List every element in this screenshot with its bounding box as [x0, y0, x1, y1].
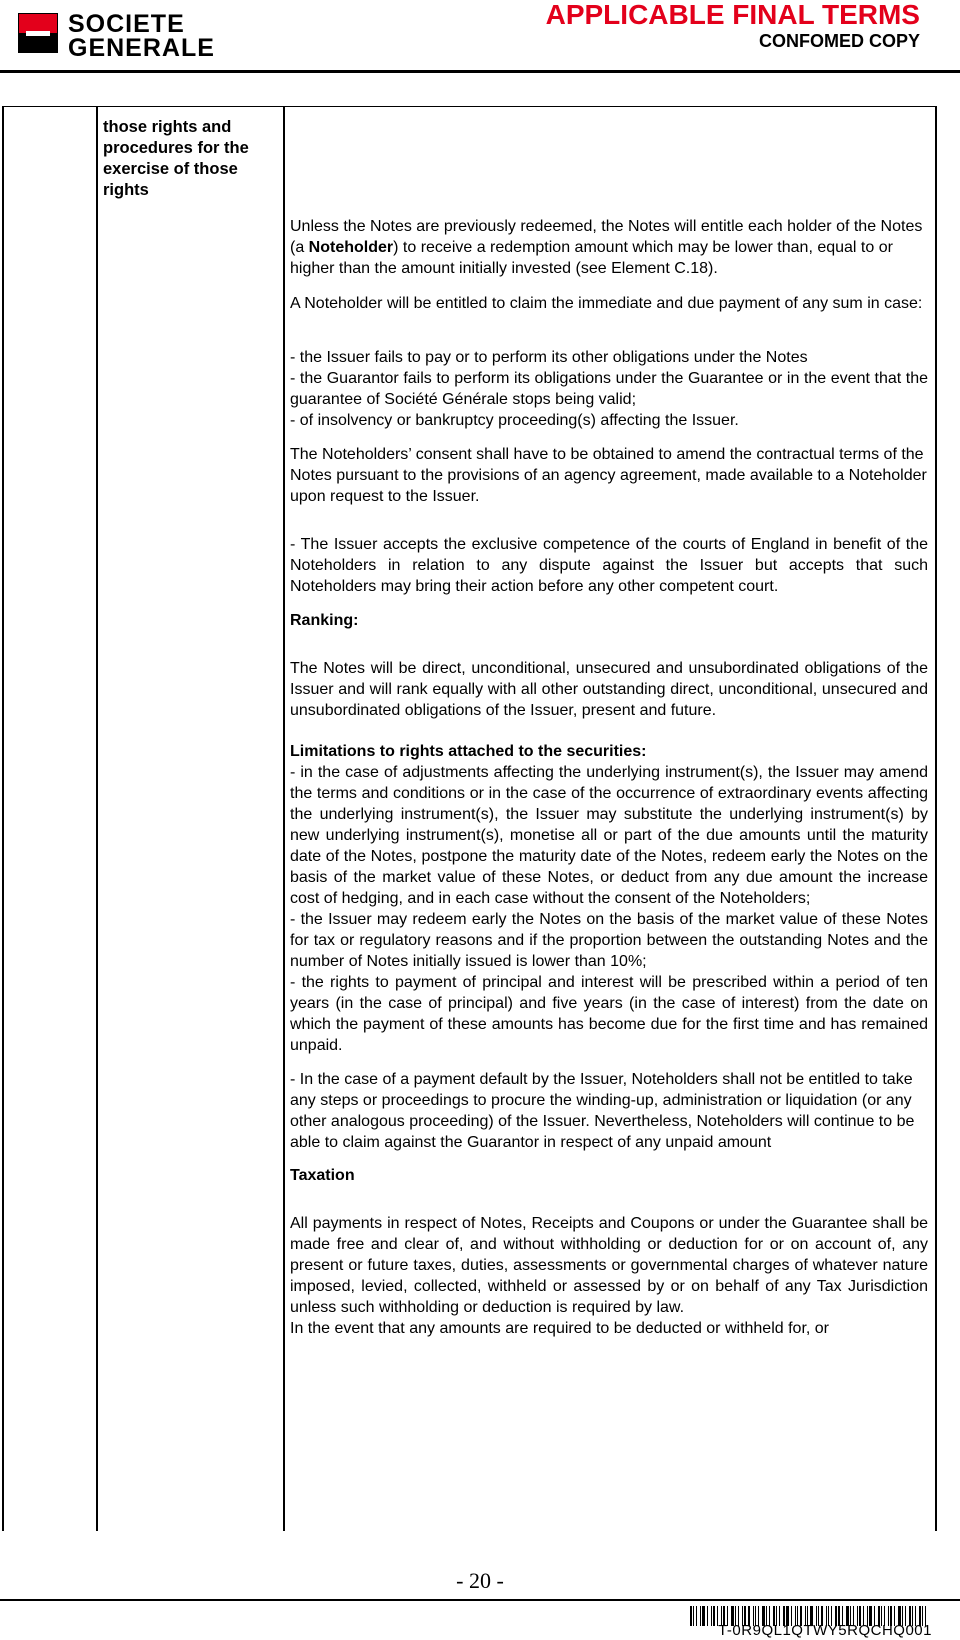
text-span: Unless the Notes are previously redeemed, the Notes will entitle each holder of the Notes (a [290, 218, 923, 256]
societe-generale-logo [18, 12, 243, 60]
document-title: APPLICABLE FINAL TERMS [545, 0, 920, 30]
logo-mark-icon [18, 13, 58, 53]
paragraph-jurisdiction: - The Issuer accepts the exclusive competence of the courts of England in benefit of the Noteholders in relation to any dispute against the Issuer but accepts that such Noteholders may bring their action before any other competent court. [290, 536, 928, 595]
noteholder-term: Noteholder [308, 239, 394, 256]
list-item: - the Issuer fails to pay or to perform its other obligations under the Notes [290, 349, 808, 366]
table-column-divider-1 [96, 106, 98, 1531]
list-item: - the Issuer may redeem early the Notes on the basis of the market value of these Notes for tax or regulatory reasons and if the proportion between the outstanding Notes and the number of Notes initially issued is lower than 10%; [290, 911, 928, 970]
list-item: - in the case of adjustments affecting the underlying instrument(s), the Issuer may amend the terms and conditions or in the case of the occurrence of extraordinary events affecting the underlying instrument(s), the Issuer may substitute the underlying instrument(s) by new underlying instrument(s), monetise all or part of the due amounts until the maturity date of the Notes, postpone the maturity date of the Notes, redeem early the Notes on the basis of the market value of these Notes, or deduct from any due amount the increase cost of hedging, and in each case without the consent of the Noteholders; [290, 764, 928, 907]
paragraph-claim: A Noteholder will be entitled to claim the immediate and due payment of any sum in case: [290, 295, 923, 312]
list-item: - the rights to payment of principal and interest will be prescribed within a period of ten years (in the case of principal) and five years (in the case of interest) from the date on which the payment of these amounts has become due for the first time and has remained unpaid. [290, 974, 928, 1054]
page-number: - 20 - [456, 1568, 504, 1593]
logo-text-line1: SOCIETE [68, 10, 185, 38]
text-span: ) to receive a redemption amount which may be lower than, equal to or higher than the amount initially invested (see Element C.18). [290, 239, 893, 277]
table-column-divider-2 [283, 106, 285, 1531]
heading-limitations: Limitations to rights attached to the securities: [290, 743, 647, 760]
paragraph-withholding: In the event that any amounts are required to be deducted or withheld for, or [290, 1320, 830, 1337]
paragraph-redemption [290, 216, 928, 279]
row-label: those rights and procedures for the exercise of those rights [103, 118, 249, 199]
paragraph-taxation: All payments in respect of Notes, Receipts and Coupons or under the Guarantee shall be made free and clear of, and without withholding or deduction for or on account of, any present or future taxes, duties, assessments or governmental charges of whatever nature imposed, levied, collected, withheld or assessed by or on behalf of any Tax Jurisdiction unless such withholding or deduction is required by law. [290, 1215, 928, 1316]
row-content [290, 216, 928, 1339]
footer-divider [0, 1599, 960, 1601]
logo-text-line2: GENERALE [68, 34, 215, 62]
heading-taxation: Taxation [290, 1167, 355, 1184]
table-border-left [2, 106, 4, 1531]
paragraph-ranking: The Notes will be direct, unconditional, unsecured and unsubordinated obligations of the Issuer and will rank equally with all other outstanding direct, unconditional, unsecured and unsubordinated obligations of the Issuer, present and future. [290, 660, 928, 719]
barcode-text: T-0R9QL1QTWY5RQCHQ001 [718, 1622, 932, 1639]
paragraph-payment-default: - In the case of a payment default by the Issuer, Noteholders shall not be entitled to take any steps or proceedings to procure the winding-up, administration or liquidation (or any other analogous proceeding) of the Issuer. Nevertheless, Noteholders will continue to be able to claim against the Guarantor in respect of any unpaid amount [290, 1071, 915, 1151]
list-item: - the Guarantor fails to perform its obligations under the Guarantee or in the event that the guarantee of Société Générale stops being valid; [290, 370, 928, 408]
heading-ranking: Ranking: [290, 612, 359, 629]
page-header [0, 0, 960, 74]
header-divider [0, 70, 960, 73]
list-item: - of insolvency or bankruptcy proceeding(s) affecting the Issuer. [290, 412, 739, 429]
paragraph-consent: The Noteholders’ consent shall have to be obtained to amend the contractual terms of the Notes pursuant to the provisions of an agency agreement, made available to a Noteholder upon request to the Issuer. [290, 446, 927, 505]
table-border-right [935, 106, 937, 1531]
document-subtitle: CONFOMED COPY [758, 31, 920, 51]
